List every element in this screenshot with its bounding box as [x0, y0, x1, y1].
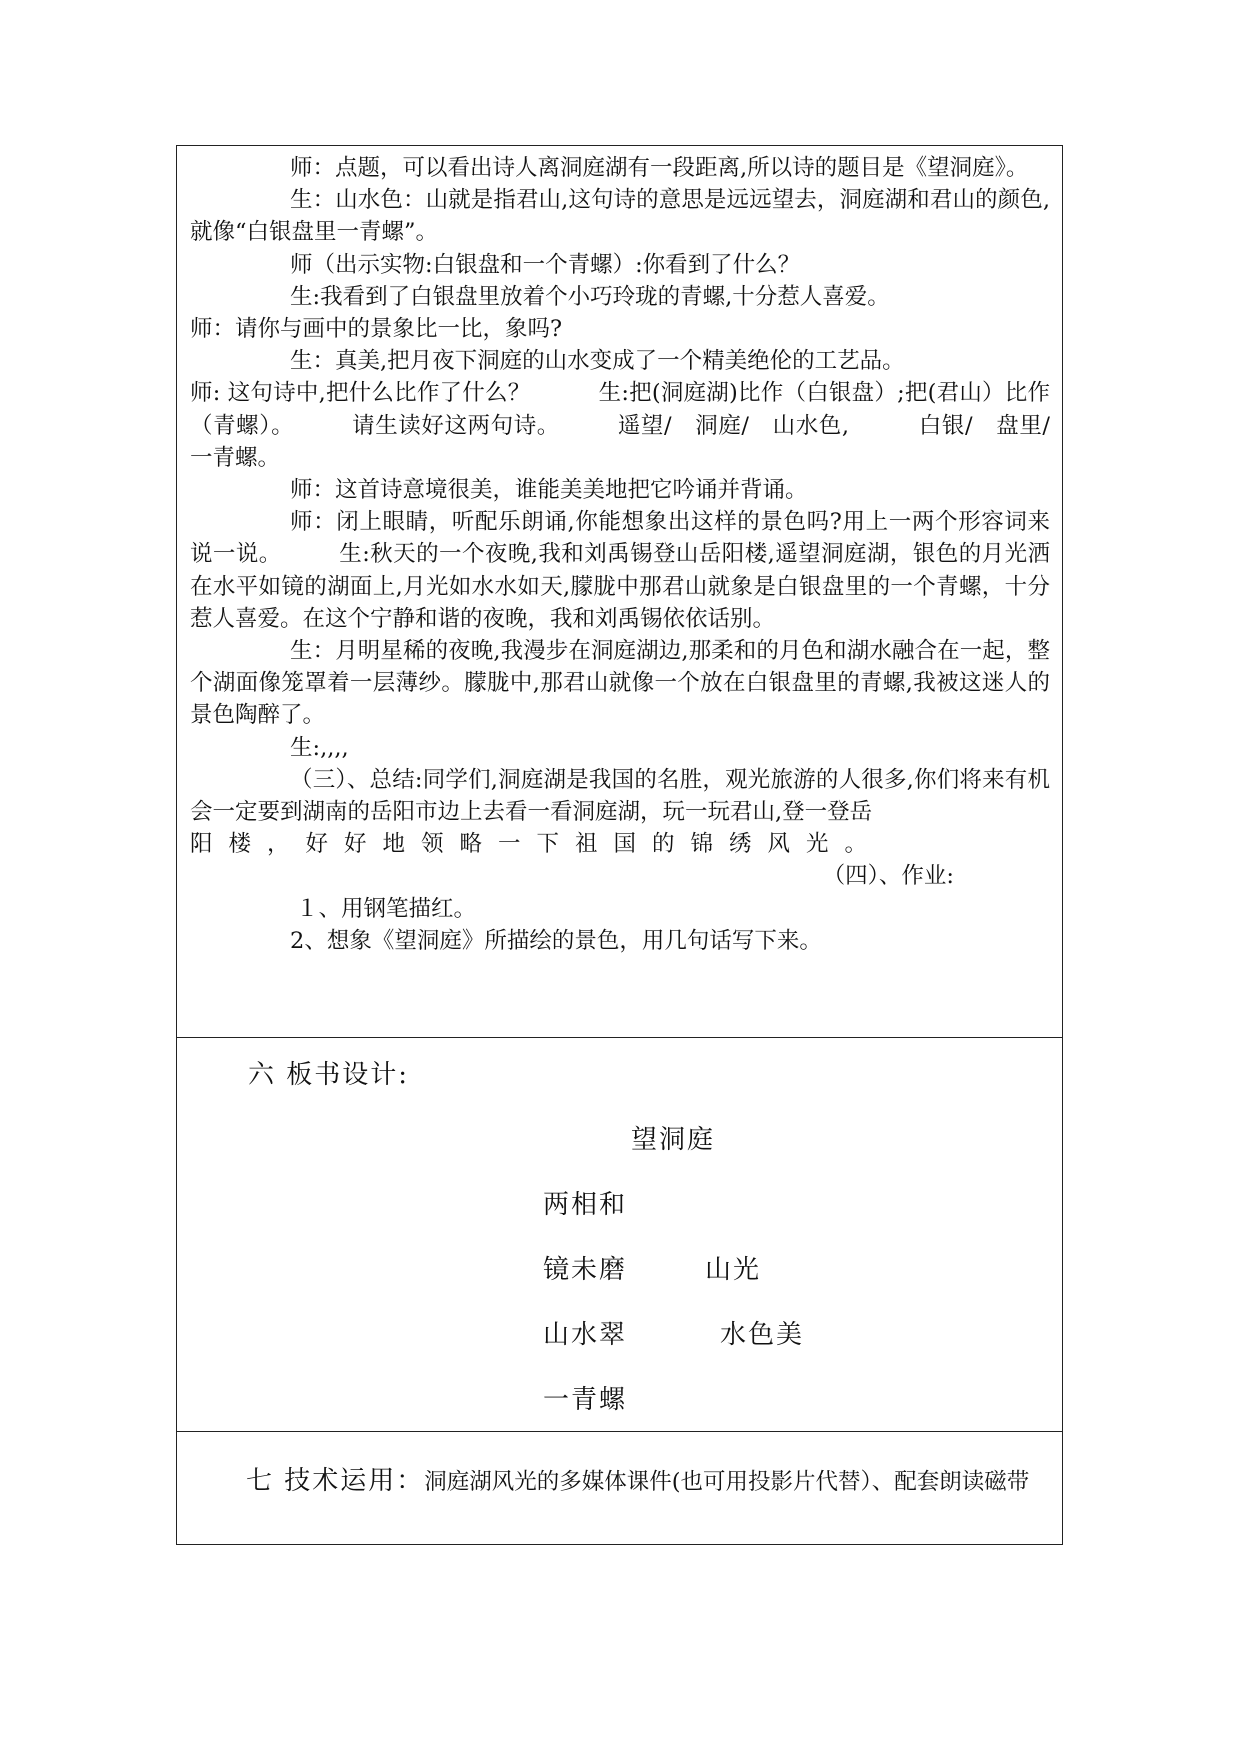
paragraph: （三）、总结:同学们,洞庭湖是我国的名胜，观光旅游的人很多,你们将来有机会一定要到湖南的岳阳市边上去看一看洞庭湖，玩一玩君山,登一登岳 — [190, 766, 1050, 826]
board-line: 镜未磨 — [543, 1255, 628, 1285]
paragraph: 师：点题，可以看出诗人离洞庭湖有一段距离,所以诗的题目是《望洞庭》。 — [290, 155, 1029, 181]
technology-description: 洞庭湖风光的多媒体课件(也可用投影片代替）、配套朗读磁带 — [424, 1469, 1030, 1495]
homework-heading: （四）、作业: — [822, 863, 954, 890]
board-line: 山光 — [705, 1255, 762, 1285]
paragraph: 师：请你与画中的景象比一比，象吗? — [190, 316, 563, 343]
board-title: 望洞庭 — [631, 1125, 716, 1155]
paragraph: 师: 这句诗中,把什么比作了什么？ 生:把(洞庭湖)比作（白银盘）;把(君山）比作（青螺）。 请生读好这两句诗。 遥望/ 洞庭/ 山水色, 白银/ 盘里/ 一青螺。 — [190, 380, 1073, 471]
technology-heading: 七 技术运用： — [246, 1466, 425, 1496]
homework-item: １、用钢笔描红。 — [296, 895, 477, 922]
technology-cell — [177, 1432, 1062, 1544]
homework-item: 2、想象《望洞庭》所描绘的景色，用几句话写下来。 — [290, 927, 822, 954]
paragraph: 生:我看到了白银盘里放着个小巧玲珑的青螺,十分惹人喜爱。 — [290, 283, 890, 310]
teaching-process-cell — [177, 146, 1073, 1038]
board-design-cell — [177, 1038, 1062, 1432]
paragraph: 生：山水色：山就是指君山,这句诗的意思是远远望去，洞庭湖和君山的颜色,就像“白银盘里一青螺”。 — [190, 187, 1050, 246]
paragraph: 师：闭上眼睛，听配乐朗诵,你能想象出这样的景色吗?用上一两个形容词来说一说。 生:秋天的一个夜晚,我和刘禹锡登山岳阳楼,遥望洞庭湖，银色的月光洒在水平如镜的湖面上,月光如水水如天,朦胧中那君山就象是白银盘里的一个青螺，十分惹人喜爱。在这个宁静和谐的夜晚，我和刘禹锡依依话别。 — [190, 509, 1050, 632]
lesson-plan-table — [176, 145, 1073, 1545]
technology-text — [190, 1458, 1050, 1505]
board-line: 山水翠 — [543, 1320, 628, 1350]
paragraph: 师（出示实物:白银盘和一个青螺）:你看到了什么？ — [290, 251, 801, 278]
paragraph: 师：这首诗意境很美，谁能美美地把它吟诵并背诵。 — [290, 477, 808, 504]
paragraph: 生：月明星稀的夜晚,我漫步在洞庭湖边,那柔和的月色和湖水融合在一起，整个湖面像笼罩着一层薄纱。朦胧中,那君山就像一个放在白银盘里的青螺,我被这迷人的景色陶醉了。 — [190, 638, 1050, 729]
paragraph: 阳楼，好好地领略一下祖国的锦绣风光。 — [190, 831, 884, 858]
board-line: 两相和 — [543, 1190, 628, 1220]
board-line: 水色美 — [720, 1320, 805, 1350]
paragraph: 生：真美,把月夜下洞庭的山水变成了一个精美绝伦的工艺品。 — [290, 348, 905, 375]
teaching-process-text — [190, 152, 1073, 957]
board-design-heading: 六 板书设计: — [248, 1060, 410, 1090]
board-line: 一青螺 — [543, 1385, 628, 1415]
paragraph: 生:,,,, — [290, 734, 349, 761]
